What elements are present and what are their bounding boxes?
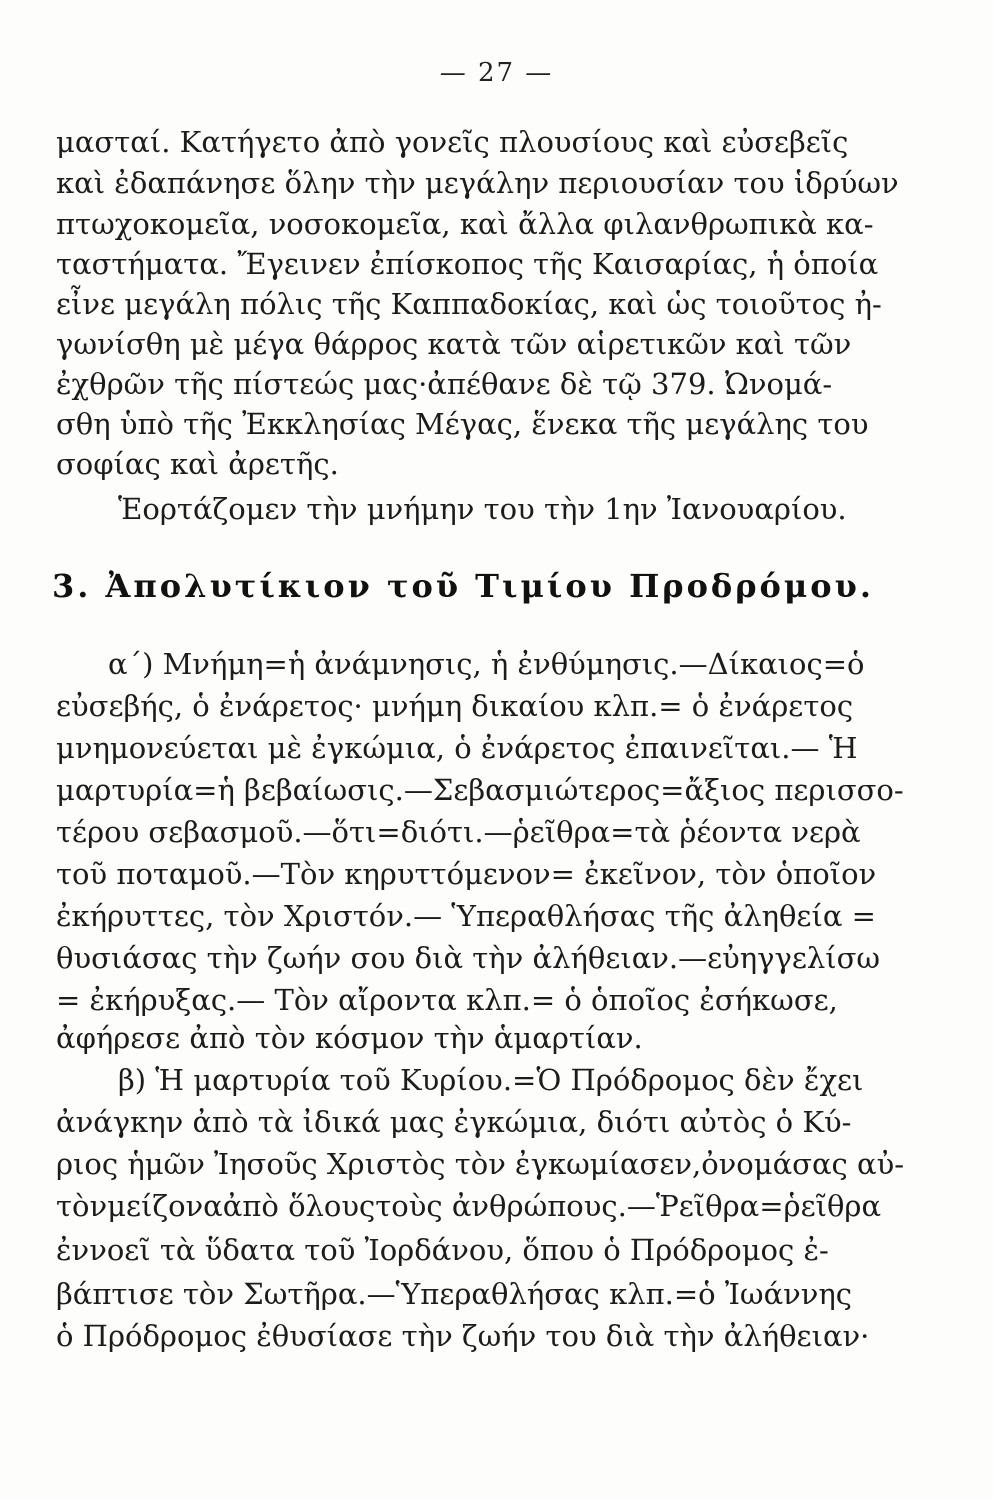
text-line: καὶ ἐδαπάνησε ὅλην τὴν μεγάλην περιουσίαν του ἱδρύων	[56, 166, 899, 200]
text-line: ἐχθρῶν τῆς πίστεώς μας·ἀπέθανε δὲ τῷ 379. Ὠνομά-	[56, 367, 833, 401]
note-line: ἐκήρυττες, τὸν Χριστόν.— Ὑπεραθλήσας τῆς ἀληθεία =	[56, 899, 876, 933]
note-line: ριος ἡμῶν Ἰησοῦς Χριστὸς τὸν ἐγκωμίασεν,ὀνομάσας αὐ-	[56, 1147, 905, 1181]
note-line: τοῦ ποταμοῦ.—Τὸν κηρυττόμενον= ἐκεῖνον, τὸν ὁποῖον	[56, 857, 877, 891]
note-line: εὐσεβής, ὁ ἐνάρετος· μνήμη δικαίου κλπ.= ὁ ἐνάρετος	[56, 689, 854, 723]
note-line: θυσιάσας τὴν ζωήν σου διὰ τὴν ἀλήθειαν.—εὐηγγελίσω	[56, 941, 881, 975]
note-line: μνημονεύεται μὲ ἐγκώμια, ὁ ἐνάρετος ἐπαινεῖται.— Ἡ	[56, 731, 858, 765]
text-line: σοφίας καὶ ἀρετῆς.	[56, 447, 339, 481]
note-line: μαρτυρία=ἡ βεβαίωσις.—Σεβασμιώτερος=ἄξιος περισσο-	[56, 773, 904, 807]
feast-date-line: Ἑορτάζομεν τὴν μνήμην του τὴν 1ην Ἰανουαρίου.	[118, 492, 847, 526]
text-line: εἶνε μεγάλη πόλις τῆς Καππαδοκίας, καὶ ὡς τοιοῦτος ἠ-	[56, 287, 882, 321]
note-line: ἀφήρεσε ἀπὸ τὸν κόσμον τὴν ἁμαρτίαν.	[56, 1021, 643, 1055]
page-number: — 27 —	[439, 58, 554, 88]
note-line: τὸνμείζοναἀπὸ ὅλουςτοὺς ἀνθρώπους.—Ῥεῖθρα=ῥεῖθρα	[56, 1189, 882, 1223]
note-line: τέρου σεβασμοῦ.—ὅτι=διότι.—ῥεῖθρα=τὰ ῥέοντα νερὰ	[56, 815, 861, 849]
section-heading: 3. Ἀπολυτίκιον τοῦ Τιμίου Προδρόμου.	[52, 567, 874, 605]
text-line: ταστήματα. Ἔγεινεν ἐπίσκοπος τῆς Καισαρίας, ἡ ὁποία	[56, 247, 879, 281]
note-line: ἐννοεῖ τὰ ὕδατα τοῦ Ἰορδάνου, ὅπου ὁ Πρόδρομος ἐ-	[56, 1233, 829, 1267]
note-line: βάπτισε τὸν Σωτῆρα.—Ὑπεραθλήσας κλπ.=ὁ Ἰωάννης	[56, 1277, 853, 1311]
note-line: α΄) Μνήμη=ἡ ἀνάμνησις, ἡ ἐνθύμησις.—Δίκαιος=ὁ	[108, 647, 865, 681]
text-line: γωνίσθη μὲ μέγα θάρρος κατὰ τῶν αἱρετικῶν καὶ τῶν	[56, 327, 852, 361]
note-line: ἀνάγκην ἀπὸ τὰ ἰδικά μας ἐγκώμια, διότι αὐτὸς ὁ Κύ-	[56, 1105, 852, 1139]
text-line: σθη ὑπὸ τῆς Ἐκκλησίας Μέγας, ἕνεκα τῆς μεγάλης του	[56, 407, 869, 441]
text-line: μασταί. Κατήγετο ἀπὸ γονεῖς πλουσίους καὶ εὐσεβεῖς	[56, 125, 849, 159]
note-line: = ἐκήρυξας.— Τὸν αἴροντα κλπ.= ὁ ὁποῖος ἐσήκωσε,	[56, 983, 838, 1017]
note-line: ὁ Πρόδρομος ἐθυσίασε τὴν ζωήν του διὰ τὴν ἀλήθειαν·	[56, 1319, 870, 1353]
note-line: β) Ἡ μαρτυρία τοῦ Κυρίου.=Ὁ Πρόδρομος δὲν ἔχει	[118, 1063, 864, 1097]
text-line: πτωχοκομεῖα, νοσοκομεῖα, καὶ ἄλλα φιλανθρωπικὰ κα-	[56, 207, 874, 241]
